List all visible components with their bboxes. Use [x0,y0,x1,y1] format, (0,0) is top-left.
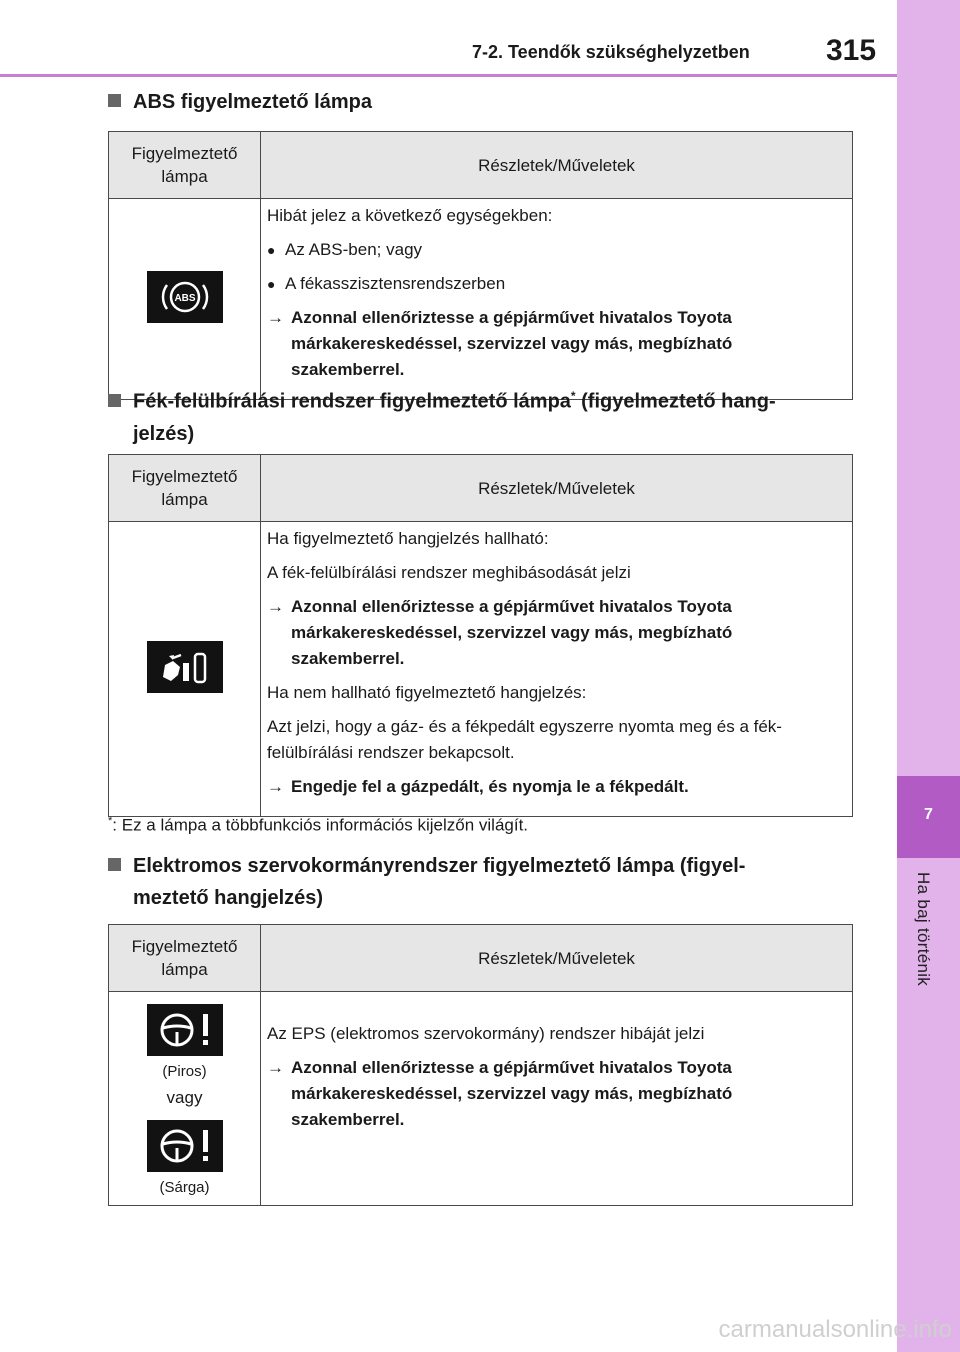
lamp-caption-red: (Piros) [162,1062,207,1080]
col-header-details: Részletek/Műveletek [261,455,853,522]
section-square-icon [108,858,121,871]
chapter-number-box [897,776,960,858]
section-square-icon [108,94,121,107]
section-heading-continuation: jelzés) [133,422,195,445]
details-cell [261,199,853,400]
detail-action: → Azonnal ellenőriztesse a gépjárművet hivatalos Toyota márkakereskedéssel, szervizzel vagy más, megbízható szakemberrel. [267,594,846,672]
col-header-details: Részletek/Műveletek [261,132,853,199]
lamp-cell [109,522,261,817]
section-square-icon [108,394,121,407]
footnote-text: : Ez a lámpa a többfunkciós információs kijelzőn világít. [112,815,529,835]
section-heading-abs [108,86,372,118]
col-header-lamp: Figyelmeztető lámpa [109,925,261,992]
detail-paragraph: A fék-felülbírálási rendszer meghibásodását jelzi [267,563,631,582]
detail-paragraph: Ha nem hallható figyelmeztető hangjelzés: [267,683,587,702]
warning-table-brake-override [108,454,853,817]
header-rule [0,74,897,77]
footnote-mark: * [108,815,113,827]
section-heading-text: Fék-felülbírálási rendszer figyelmeztető lámpa [133,390,571,413]
section-heading-text: Elektromos szervokormányrendszer figyelmeztető lámpa (figyel- [133,855,746,877]
footnote-mark: * [570,389,576,403]
detail-bullet: ● Az ABS-ben; vagy [267,237,846,263]
col-header-details: Részletek/Műveletek [261,925,853,992]
footnote [108,815,528,836]
or-text: vagy [166,1087,203,1107]
col-header-lamp: Figyelmeztető lámpa [109,132,261,199]
header-title: 7-2. Teendők szükséghelyzetben [472,42,750,62]
details-cell [261,992,853,1206]
lamp-cell [109,199,261,400]
detail-paragraph: Azt jelzi, hogy a gáz- és a fékpedált egyszerre nyomta meg és a fék-felülbírálási rendszer bekapcsolt. [267,717,782,762]
warning-table-eps [108,924,853,1206]
chapter-title: Ha baj történik [914,872,933,987]
warning-table-abs [108,131,853,400]
page-number: 315 [826,34,877,67]
chapter-number: 7 [924,806,933,823]
svg-text:ABS: ABS [173,292,196,304]
steering-warning-icon [147,1004,223,1056]
col-header-lamp: Figyelmeztető lámpa [109,455,261,522]
section-heading-text-end: (figyelmeztető hang- [575,390,776,413]
lamp-caption-yellow: (Sárga) [159,1178,210,1196]
section-heading-brake-override [108,380,776,450]
details-cell [261,522,853,817]
abs-warning-icon [147,271,223,323]
detail-intro: Hibát jelez a következő egységekben: [267,206,553,225]
lamp-cell [109,992,261,1206]
detail-action: → Azonnal ellenőriztesse a gépjárművet hivatalos Toyota márkakereskedéssel, szervizzel vagy más, megbízható szakemberrel. [267,305,846,383]
section-heading-eps [108,850,745,914]
detail-paragraph: Ha figyelmeztető hangjelzés hallható: [267,529,549,548]
section-heading-continuation: meztető hangjelzés) [133,887,324,909]
chapter-side-tab [897,0,960,1352]
steering-warning-icon [147,1120,223,1172]
detail-action: → Azonnal ellenőriztesse a gépjárművet hivatalos Toyota márkakereskedéssel, szervizzel vagy más, megbízható szakemberrel. [267,1055,846,1133]
section-heading-text: ABS figyelmeztető lámpa [133,91,372,113]
brake-override-icon [147,641,223,693]
watermark: carmanualsonline.info [718,1316,952,1343]
detail-paragraph: Az EPS (elektromos szervokormány) rendszer hibáját jelzi [267,1023,705,1043]
detail-bullet: ● A fékasszisztensrendszerben [267,271,846,297]
detail-action: → Engedje fel a gázpedált, és nyomja le a fékpedált. [267,774,846,800]
